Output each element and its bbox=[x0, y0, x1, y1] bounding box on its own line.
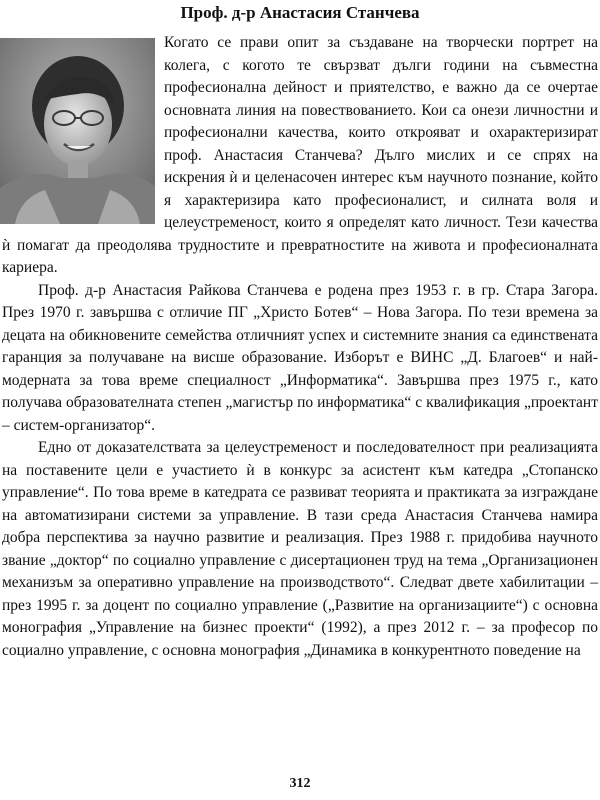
page-number: 312 bbox=[289, 776, 311, 791]
photo-text-wrap bbox=[2, 32, 164, 232]
paragraph-biography: Проф. д-р Анастасия Райкова Станчева е родена през 1953 г. в гр. Стара Загора. През 1970 г. завършва с отличие ПГ „Христо Ботев“ – Нова Загора. По тези времена за децата на обикновените семейства отличният успех и системните знания са единствената гаранция за получаване на висше образование. Изборът е ВИНС „Д. Благоев“ и най-модерната за това време специалност „Информатика“. Завършва през 1975 г., като получава образователната степен „магистър по информатика“ с квалификация „проектант – систем-организатор“. bbox=[2, 281, 598, 434]
article-body bbox=[2, 32, 598, 662]
paragraph-intro: Когато се прави опит за създаване на творчески портрет на колега, с когото те свързват дълги години на съвместна професионална дейност и приятелство, е важно да се очертае основната линия на повествованието. Кои са онези личностни и професионални качества, които открояват и охарактеризират проф. Анастасия Станчева? Дълго мислих и се спрях на искрения ѝ и целенасочен интерес към научното познание, който я характеризира като професионалист, и силната воля и целеустременост, които я определят като личност. Тези качества ѝ помагат да преодолява трудностите и превратностите на живота и професионалната кариера. bbox=[2, 34, 598, 276]
page-title: Проф. д-р Анастасия Станчева bbox=[180, 3, 420, 22]
paragraph-career: Едно от доказателствата за целеустременост и последователност при реализацията на поставените цели е участието ѝ в конкурс за асистент към катедра „Стопанско управление“. По това време в катедрата се развиват теорията и практиката за изграждане на автоматизирани системи за управление. В тази среда Анастасия Станчева намира добра перспектива за научно развитие и реализация. През 1988 г. придобива научното звание „доктор“ по социално управление с дисертационен труд на тема „Организационен механизъм за оперативно управление на производството“. Следват двете хабилитации – през 1995 г. за доцент по социално управление („Развитие на организациите“) с основна монография „Управление на бизнес проекти“ (1992), а през 2012 г. – за професор по социално управление, с основна монография „Динамика в конкурентното поведение на bbox=[2, 439, 598, 659]
